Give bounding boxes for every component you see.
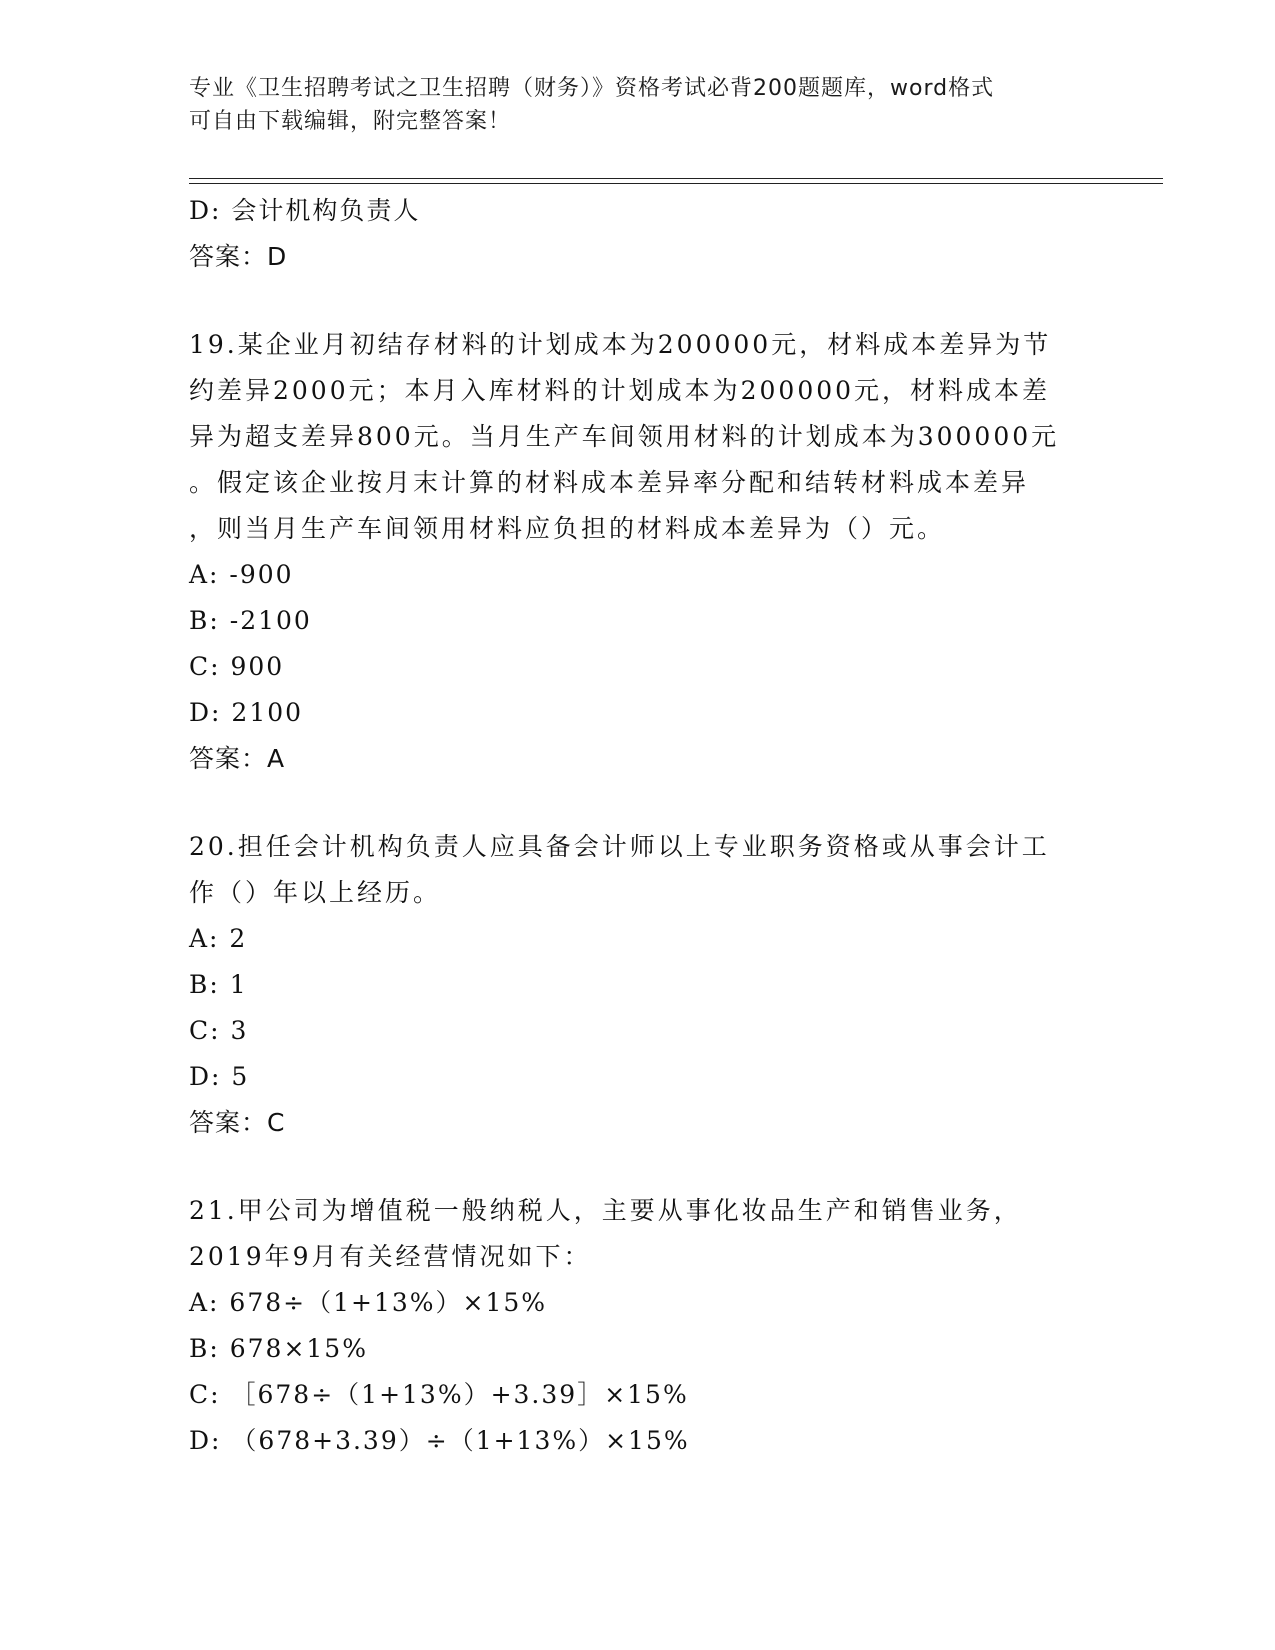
question-stem bbox=[189, 322, 1089, 552]
stem-line: 。假定该企业按月末计算的材料成本差异率分配和结转材料成本差异 bbox=[189, 468, 1030, 497]
option-d: D: 会计机构负责人 bbox=[189, 196, 421, 225]
stem-line: 20.担任会计机构负责人应具备会计师以上专业职务资格或从事会计工 bbox=[189, 832, 1050, 861]
question-18-tail bbox=[189, 188, 1089, 280]
option-a: A: -900 bbox=[189, 560, 294, 589]
option-b: B: -2100 bbox=[189, 606, 312, 635]
stem-line: 作（）年以上经历。 bbox=[189, 878, 442, 907]
stem-line: 21.甲公司为增值税一般纳税人，主要从事化妆品生产和销售业务， bbox=[189, 1196, 1022, 1225]
answer-line: 答案：A bbox=[189, 744, 286, 773]
answer-line: 答案：C bbox=[189, 1108, 286, 1137]
header-line-2: 可自由下载编辑，附完整答案！ bbox=[189, 109, 512, 134]
document-header bbox=[189, 72, 1089, 138]
stem-line: 19.某企业月初结存材料的计划成本为200000元，材料成本差异为节 bbox=[189, 330, 1052, 359]
option-b: B: 1 bbox=[189, 970, 248, 999]
header-divider-top bbox=[189, 178, 1163, 179]
answer-line: 答案：D bbox=[189, 242, 288, 271]
document-body bbox=[189, 188, 1089, 1464]
question-20 bbox=[189, 824, 1089, 1146]
question-stem bbox=[189, 1188, 1089, 1280]
option-c: C: ［678÷（1+13%）+3.39］×15% bbox=[189, 1380, 689, 1409]
stem-line: ，则当月生产车间领用材料应负担的材料成本差异为（）元。 bbox=[189, 514, 946, 543]
option-d: D: 2100 bbox=[189, 698, 304, 727]
question-19 bbox=[189, 322, 1089, 782]
option-c: C: 900 bbox=[189, 652, 285, 681]
stem-line: 约差异2000元；本月入库材料的计划成本为200000元，材料成本差 bbox=[189, 376, 1051, 405]
stem-line: 2019年9月有关经营情况如下： bbox=[189, 1242, 592, 1271]
option-a: A: 2 bbox=[189, 924, 248, 953]
stem-line: 异为超支差异800元。当月生产车间领用材料的计划成本为300000元 bbox=[189, 422, 1060, 451]
option-d: D: 5 bbox=[189, 1062, 250, 1091]
option-a: A: 678÷（1+13%）×15% bbox=[189, 1288, 548, 1317]
header-line-1: 专业《卫生招聘考试之卫生招聘（财务）》资格考试必背200题题库，word格式 bbox=[189, 76, 995, 101]
option-c: C: 3 bbox=[189, 1016, 249, 1045]
option-d: D: （678+3.39）÷（1+13%）×15% bbox=[189, 1426, 690, 1455]
question-stem bbox=[189, 824, 1089, 916]
option-b: B: 678×15% bbox=[189, 1334, 368, 1363]
header-divider-bottom bbox=[189, 183, 1163, 184]
question-21 bbox=[189, 1188, 1089, 1464]
